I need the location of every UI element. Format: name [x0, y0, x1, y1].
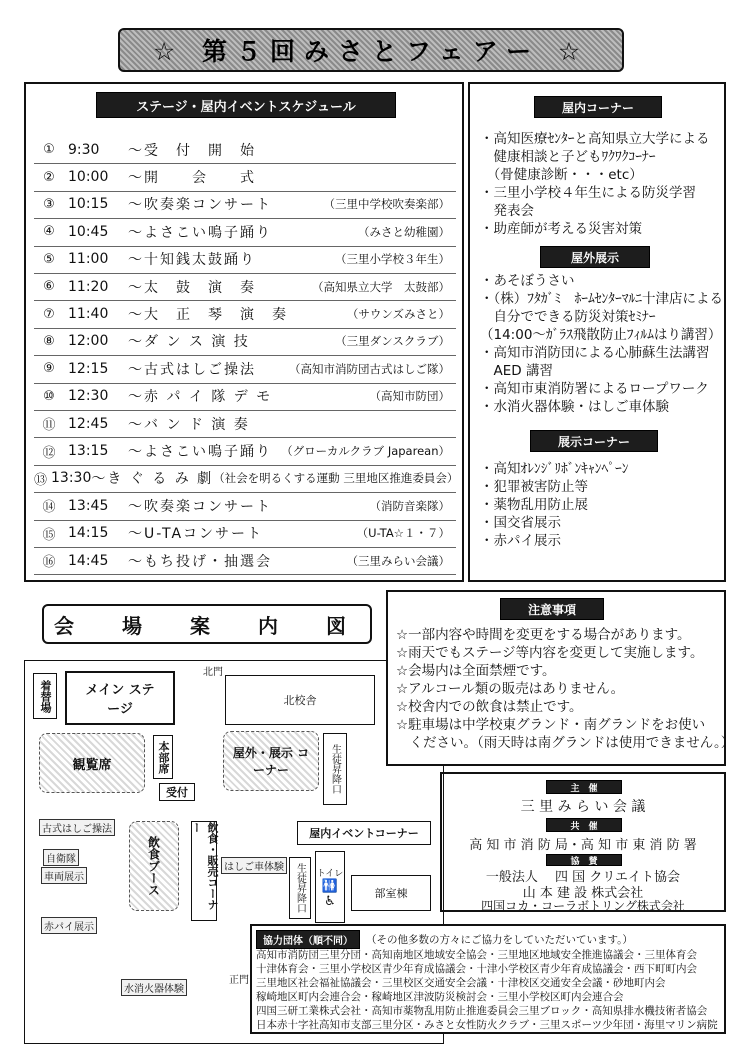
list-item: ・あそぼうさい [480, 273, 575, 289]
schedule-time: 11:00 [68, 251, 109, 268]
map-student-entrance-2: 生徒昇降口 [289, 857, 311, 919]
schedule-note: （みさと幼稚園） [358, 224, 450, 239]
organizers-panel [440, 772, 726, 912]
schedule-row [34, 218, 456, 246]
schedule-num: ⑨ [43, 361, 55, 377]
list-item: ・（株）ﾌﾀｶﾞﾐ ﾎｰﾑｾﾝﾀｰﾏﾙﾆ十津店による [480, 291, 723, 307]
list-item: ・高知市消防団による心肺蘇生法講習 [480, 345, 710, 361]
indoor-corner-header: 屋内コーナー [534, 96, 662, 118]
cooperating-groups-heading [256, 930, 726, 949]
schedule-num: ⑩ [43, 388, 55, 404]
schedule-time: 11:40 [68, 306, 109, 323]
map-food-booth: 飲食ブース [129, 821, 179, 911]
schedule-num: ⑫ [42, 445, 56, 461]
schedule-event: ～大 正 琴 演 奏 [128, 307, 288, 324]
sponsor-label: 協 賛 [546, 854, 622, 866]
cooperating-groups-subtitle: （その他多数の方々にご協力をしていただいています。） [366, 934, 633, 946]
schedule-num: ⑦ [43, 306, 55, 322]
schedule-time: 12:00 [68, 333, 109, 350]
outdoor-exhibit-list [480, 272, 724, 416]
schedule-row [34, 355, 456, 383]
schedule-time: 10:15 [68, 196, 109, 213]
list-item: ・水消火器体験・はしご車体験 [480, 399, 669, 415]
schedule-event: ～吹奏楽コンサート [128, 498, 272, 515]
event-title: ☆ 第５回みさとフェアー ☆ [152, 37, 590, 66]
co-organizer-name: 高 知 市 消 防 局・高 知 市 東 消 防 署 [469, 838, 697, 853]
list-item: ・国交省展示 [480, 515, 561, 531]
schedule-row [34, 410, 456, 438]
schedule-event: ～バ ン ド 演 奏 [128, 416, 250, 433]
list-item: 自分でできる防災対策ｾﾐﾅｰ [480, 309, 656, 325]
list-item: ・助産師が考える災害対策 [480, 221, 642, 237]
notice-item: ください。（雨天時は南グランドは使用できません。） [396, 735, 735, 751]
cooperating-groups-header: 協力団体（順不同） [256, 930, 360, 949]
credit-line: 十津体育会・三里小学校区青少年育成協議会・十津小学校区青少年育成協議会・西下町町内会 [256, 963, 697, 975]
schedule-row [34, 273, 456, 301]
sponsor-1: 一般法人 四 国 クリエイト協会 [485, 870, 681, 885]
notice-item: ☆雨天でもステージ等内容を変更して実施します。 [396, 645, 704, 661]
schedule-row [34, 136, 456, 164]
schedule-row [34, 246, 456, 274]
schedule-event: ～開 会 式 [128, 170, 256, 187]
notice-panel [386, 590, 735, 766]
exhibit-corner-header: 展示コーナー [530, 430, 658, 452]
schedule-event: ～古式はしご操法 [128, 361, 256, 378]
stage-schedule-table [34, 136, 459, 576]
schedule-event: ～受 付 開 始 [128, 142, 256, 159]
credit-line: 高知市消防団三里分団・高知南地区地域安全協会・三里地区地域安全推進協議会・三里体育会 [256, 949, 697, 961]
schedule-time: 13:45 [68, 497, 109, 514]
wheelchair-icon: ♿ [324, 893, 336, 909]
schedule-num: ⑯ [42, 555, 56, 571]
schedule-num: ② [43, 169, 55, 185]
schedule-num: ③ [43, 196, 55, 212]
map-spectator-area: 観覧席 [39, 733, 145, 793]
schedule-note: （三里中学校吹奏楽部） [323, 197, 450, 212]
list-item: ・薬物乱用防止展 [480, 497, 588, 513]
schedule-event: ～ダ ン ス 演 技 [128, 334, 250, 351]
schedule-row [34, 383, 456, 411]
outdoor-exhibit-header: 屋外展示 [540, 246, 650, 268]
map-main-stage: メイン ステージ [65, 671, 175, 725]
schedule-event: ～き ぐ る み 劇 [91, 471, 214, 488]
schedule-event: ～吹奏楽コンサート [128, 197, 272, 214]
notice-item: ☆校舎内での飲食は禁止です。 [396, 699, 583, 715]
schedule-time: 13:15 [68, 443, 109, 460]
schedule-note: （U-TA☆１・７） [356, 526, 450, 541]
schedule-time: 14:15 [68, 525, 109, 542]
map-outdoor-corner: 屋外・展示 コーナー [223, 731, 319, 791]
sponsor-2: 山 本 建 設 株式会社 [522, 886, 644, 901]
schedule-row [34, 163, 456, 191]
map-kigae: 着替場 [33, 673, 57, 719]
map-tag-fire-extinguisher: 水消火器体験 [121, 979, 187, 996]
organizer-label: 主 催 [546, 780, 622, 794]
notice-item: ☆一部内容や時間を変更をする場合があります。 [396, 627, 691, 643]
schedule-time: 10:00 [68, 169, 109, 186]
schedule-row [34, 328, 456, 356]
schedule-time: 11:20 [68, 278, 109, 295]
schedule-note: （三里みらい会議） [346, 553, 450, 568]
map-food-sales-corner: 飲食・販売コーナー [191, 821, 217, 921]
notice-item: ☆アルコール類の販売はありません。 [396, 681, 625, 697]
notice-item: ☆駐車場は中学校東グランド・南グランドをお使い [396, 717, 706, 733]
schedule-num: ④ [43, 224, 55, 240]
list-item: ・高知市東消防署によるロープワーク [480, 381, 709, 397]
exhibit-corner-list [480, 460, 724, 550]
organizer-name: 三 里 み ら い 会 議 [520, 799, 646, 815]
co-organizer-label: 共 催 [546, 818, 622, 832]
credit-line: 四国三研工業株式会社・高知市薬物乱用防止推進委員会三里ブロック・高知県排水機技術者協会 [256, 1005, 708, 1017]
schedule-row [34, 547, 456, 575]
venue-map-title: 会 場 案 内 図 [42, 604, 372, 644]
credit-line: 稼崎地区町内会連合会・稼崎地区津波防災検討会・三里小学校区町内会連合会 [256, 991, 624, 1003]
sponsor-3: 四国コカ・コーラボトリング株式会社 [481, 899, 685, 913]
list-item: ・高知医療ｾﾝﾀｰと高知県立大学による [480, 131, 710, 147]
schedule-time: 12:30 [68, 388, 109, 405]
map-tag-ladder-drill: 古式はしご操法 [39, 819, 115, 836]
schedule-num: ⑪ [42, 418, 56, 434]
list-item: 発表会 [480, 203, 534, 219]
toilet-icon: 🚻 [321, 878, 339, 894]
list-item: ・高知ｵﾚﾝｼﾞﾘﾎﾞﾝｷｬﾝﾍﾟｰﾝ [480, 461, 629, 477]
schedule-num: ⑮ [42, 527, 56, 543]
map-toilet: トイレ 🚻 ♿ [315, 851, 345, 923]
schedule-time: 9:30 [68, 141, 100, 158]
schedule-num: ⑬ [34, 472, 48, 488]
map-tag-ladder-truck: はしご車体験 [221, 857, 287, 874]
schedule-note: （高知市消防団古式はしご隊） [289, 361, 450, 376]
schedule-time: 14:45 [68, 552, 109, 569]
schedule-event: ～太 鼓 演 奏 [128, 279, 256, 296]
list-item: ・赤パイ展示 [480, 533, 561, 549]
schedule-num: ⑥ [43, 279, 55, 295]
list-item: （骨健康診断・・・etc） [480, 167, 643, 183]
map-north-gate: 北門 [203, 667, 223, 678]
cooperating-groups-panel [250, 924, 726, 1034]
map-tag-vehicles: 車両展示 [41, 867, 87, 884]
schedule-num: ⑤ [43, 251, 55, 267]
schedule-num: ⑭ [42, 500, 56, 516]
schedule-note: （社会を明るくする運動 三里地区推進委員会） [213, 471, 459, 486]
schedule-time: 13:30 [51, 470, 92, 487]
notice-header: 注意事項 [500, 598, 604, 620]
list-item: ・犯罪被害防止等 [480, 479, 588, 495]
schedule-event: ～U-TAコンサート [128, 526, 264, 543]
notice-list [396, 626, 735, 752]
schedule-note: （高知県立大学 太鼓部） [312, 279, 450, 294]
stage-schedule-panel [24, 82, 464, 582]
schedule-time: 12:45 [68, 415, 109, 432]
schedule-event: ～よさこい鳴子踊り [128, 224, 272, 241]
schedule-note: （三里ダンスクラブ） [335, 334, 450, 349]
map-tag-akapai: 赤パイ展示 [41, 917, 97, 934]
map-uketsuke: 受付 [159, 783, 195, 801]
schedule-row [34, 191, 456, 219]
map-main-gate: 正門 [229, 975, 249, 986]
event-title-banner [118, 28, 624, 72]
notice-item: ☆会場内は全面禁煙です。 [396, 663, 556, 679]
indoor-corner-list [480, 130, 724, 238]
map-club-building: 部室棟 [351, 875, 431, 911]
list-item: （14:00～ｶﾞﾗｽ飛散防止ﾌｨﾙﾑはり講習） [480, 327, 722, 343]
corner-info-panel [468, 82, 726, 582]
credit-line: 三里地区社会福祉協議会・三里校区交通安全会議・十津校区交通安全会議・砂地町内会 [256, 977, 666, 989]
schedule-event: ～赤 パ イ 隊 デ モ [128, 389, 273, 406]
map-north-building: 北校舎 [225, 675, 375, 725]
schedule-event: ～十知銭太鼓踊り [128, 252, 256, 269]
schedule-row [34, 520, 456, 548]
schedule-event: ～もち投げ・抽選会 [128, 553, 272, 570]
list-item: AED 講習 [480, 363, 553, 379]
schedule-time: 10:45 [68, 223, 109, 240]
schedule-row [34, 465, 459, 493]
list-item: 健康相談と子どもﾜｸﾜｸｺｰﾅｰ [480, 149, 656, 165]
schedule-event: ～よさこい鳴子踊り [128, 444, 272, 461]
schedule-note: （三里小学校３年生） [335, 252, 450, 267]
map-honbu: 本部席 [153, 735, 173, 779]
schedule-row [34, 437, 456, 465]
schedule-note: （サウンズみさと） [346, 307, 450, 322]
schedule-note: （高知市防団） [369, 389, 450, 404]
schedule-row [34, 300, 456, 328]
cooperating-groups-list [256, 948, 726, 1032]
schedule-time: 12:15 [68, 360, 109, 377]
schedule-note: （消防音楽隊） [369, 498, 450, 513]
schedule-row [34, 492, 456, 520]
list-item: ・三里小学校４年生による防災学習 [480, 185, 696, 201]
credit-line: 日本赤十字社高知市支部三里分区・みさと女性防火クラブ・三里スポーツ少年団・海里マリン病院 [256, 1019, 718, 1031]
schedule-num: ① [43, 142, 55, 158]
schedule-num: ⑧ [43, 333, 55, 349]
map-student-entrance-1: 生徒昇降口 [323, 733, 347, 805]
stage-schedule-header: ステージ・屋内イベントスケジュール [96, 92, 396, 118]
map-indoor-event-corner: 屋内イベントコーナー [297, 821, 431, 845]
map-tag-sdf: 自衛隊 [43, 849, 79, 866]
schedule-note: （グローカルクラブ Japarean） [281, 444, 450, 459]
